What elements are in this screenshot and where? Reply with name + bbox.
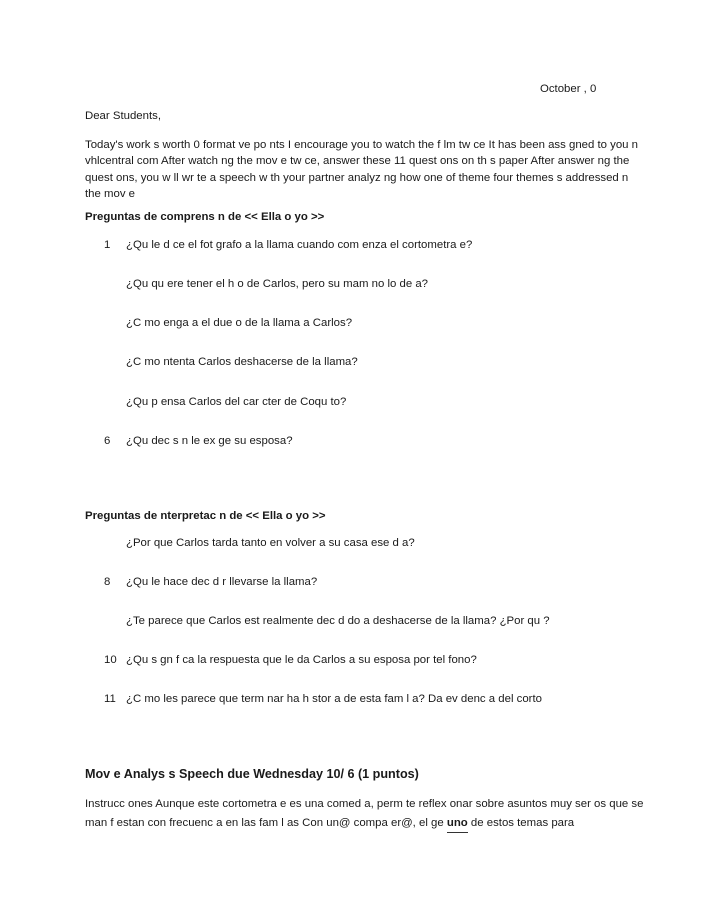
question-text: ¿Qu le d ce el fot grafo a la llama cuando com enza el cortometra e? [126, 239, 473, 251]
question-text: ¿Qu qu ere tener el h o de Carlos, pero su mam no lo de a? [126, 278, 429, 290]
comprehension-heading: Preguntas de comprens n de << Ella o yo >> [85, 211, 325, 223]
question-text: ¿Qu s gn f ca la respuesta que le da Carlos a su esposa por tel fono? [126, 654, 477, 666]
question-number: 8 [104, 576, 111, 588]
question-text: ¿Por que Carlos tarda tanto en volver a su casa ese d a? [126, 537, 415, 549]
question-number: 1 [104, 239, 111, 251]
letter-date: October , 0 [540, 83, 597, 95]
question-text: ¿Te parece que Carlos est realmente dec d do a deshacerse de la llama? ¿Por qu ? [126, 615, 550, 627]
highlighted-word: uno [446, 817, 468, 829]
question-text: ¿C mo enga a el due o de la llama a Carlos? [126, 317, 353, 329]
instructions-text-start: Instrucc ones Aunque este cortometra e es una comed a, perm te reflex onar sobre asuntos muy ser os que se man f estan con frecuenc a en las fam l as Con un@ compa er@, el ge [85, 798, 644, 829]
intro-paragraph: Today's work s worth 0 format ve po nts I encourage you to watch the f lm tw ce It has been ass gned to you n vhlcentral com After watch ng the mov e tw ce, answer these 11 quest ons on th s paper After answer ng the quest ons, you w ll wr te a speech w th your partner analyz ng how one of theme four themes s addressed n the mov e [85, 139, 639, 200]
interpretation-heading: Preguntas de nterpretac n de << Ella o yo >> [85, 510, 326, 522]
salutation: Dear Students, [85, 110, 161, 122]
question-text: ¿Qu p ensa Carlos del car cter de Coqu to? [126, 396, 347, 408]
question-text: ¿Qu le hace dec d r llevarse la llama? [126, 576, 318, 588]
question-number: 11 [104, 693, 116, 705]
question-number: 10 [104, 654, 117, 666]
speech-instructions [85, 795, 645, 833]
speech-section-title: Mov e Analys s Speech due Wednesday 10/ 6 (1 puntos) [85, 767, 419, 781]
question-number: 6 [104, 435, 111, 447]
question-text: ¿C mo les parece que term nar ha h stor a de esta fam l a? Da ev denc a del corto [126, 693, 542, 705]
instructions-text-end: de estos temas para [467, 817, 575, 829]
question-text: ¿C mo ntenta Carlos deshacerse de la llama? [126, 356, 358, 368]
question-text: ¿Qu dec s n le ex ge su esposa? [126, 435, 293, 447]
